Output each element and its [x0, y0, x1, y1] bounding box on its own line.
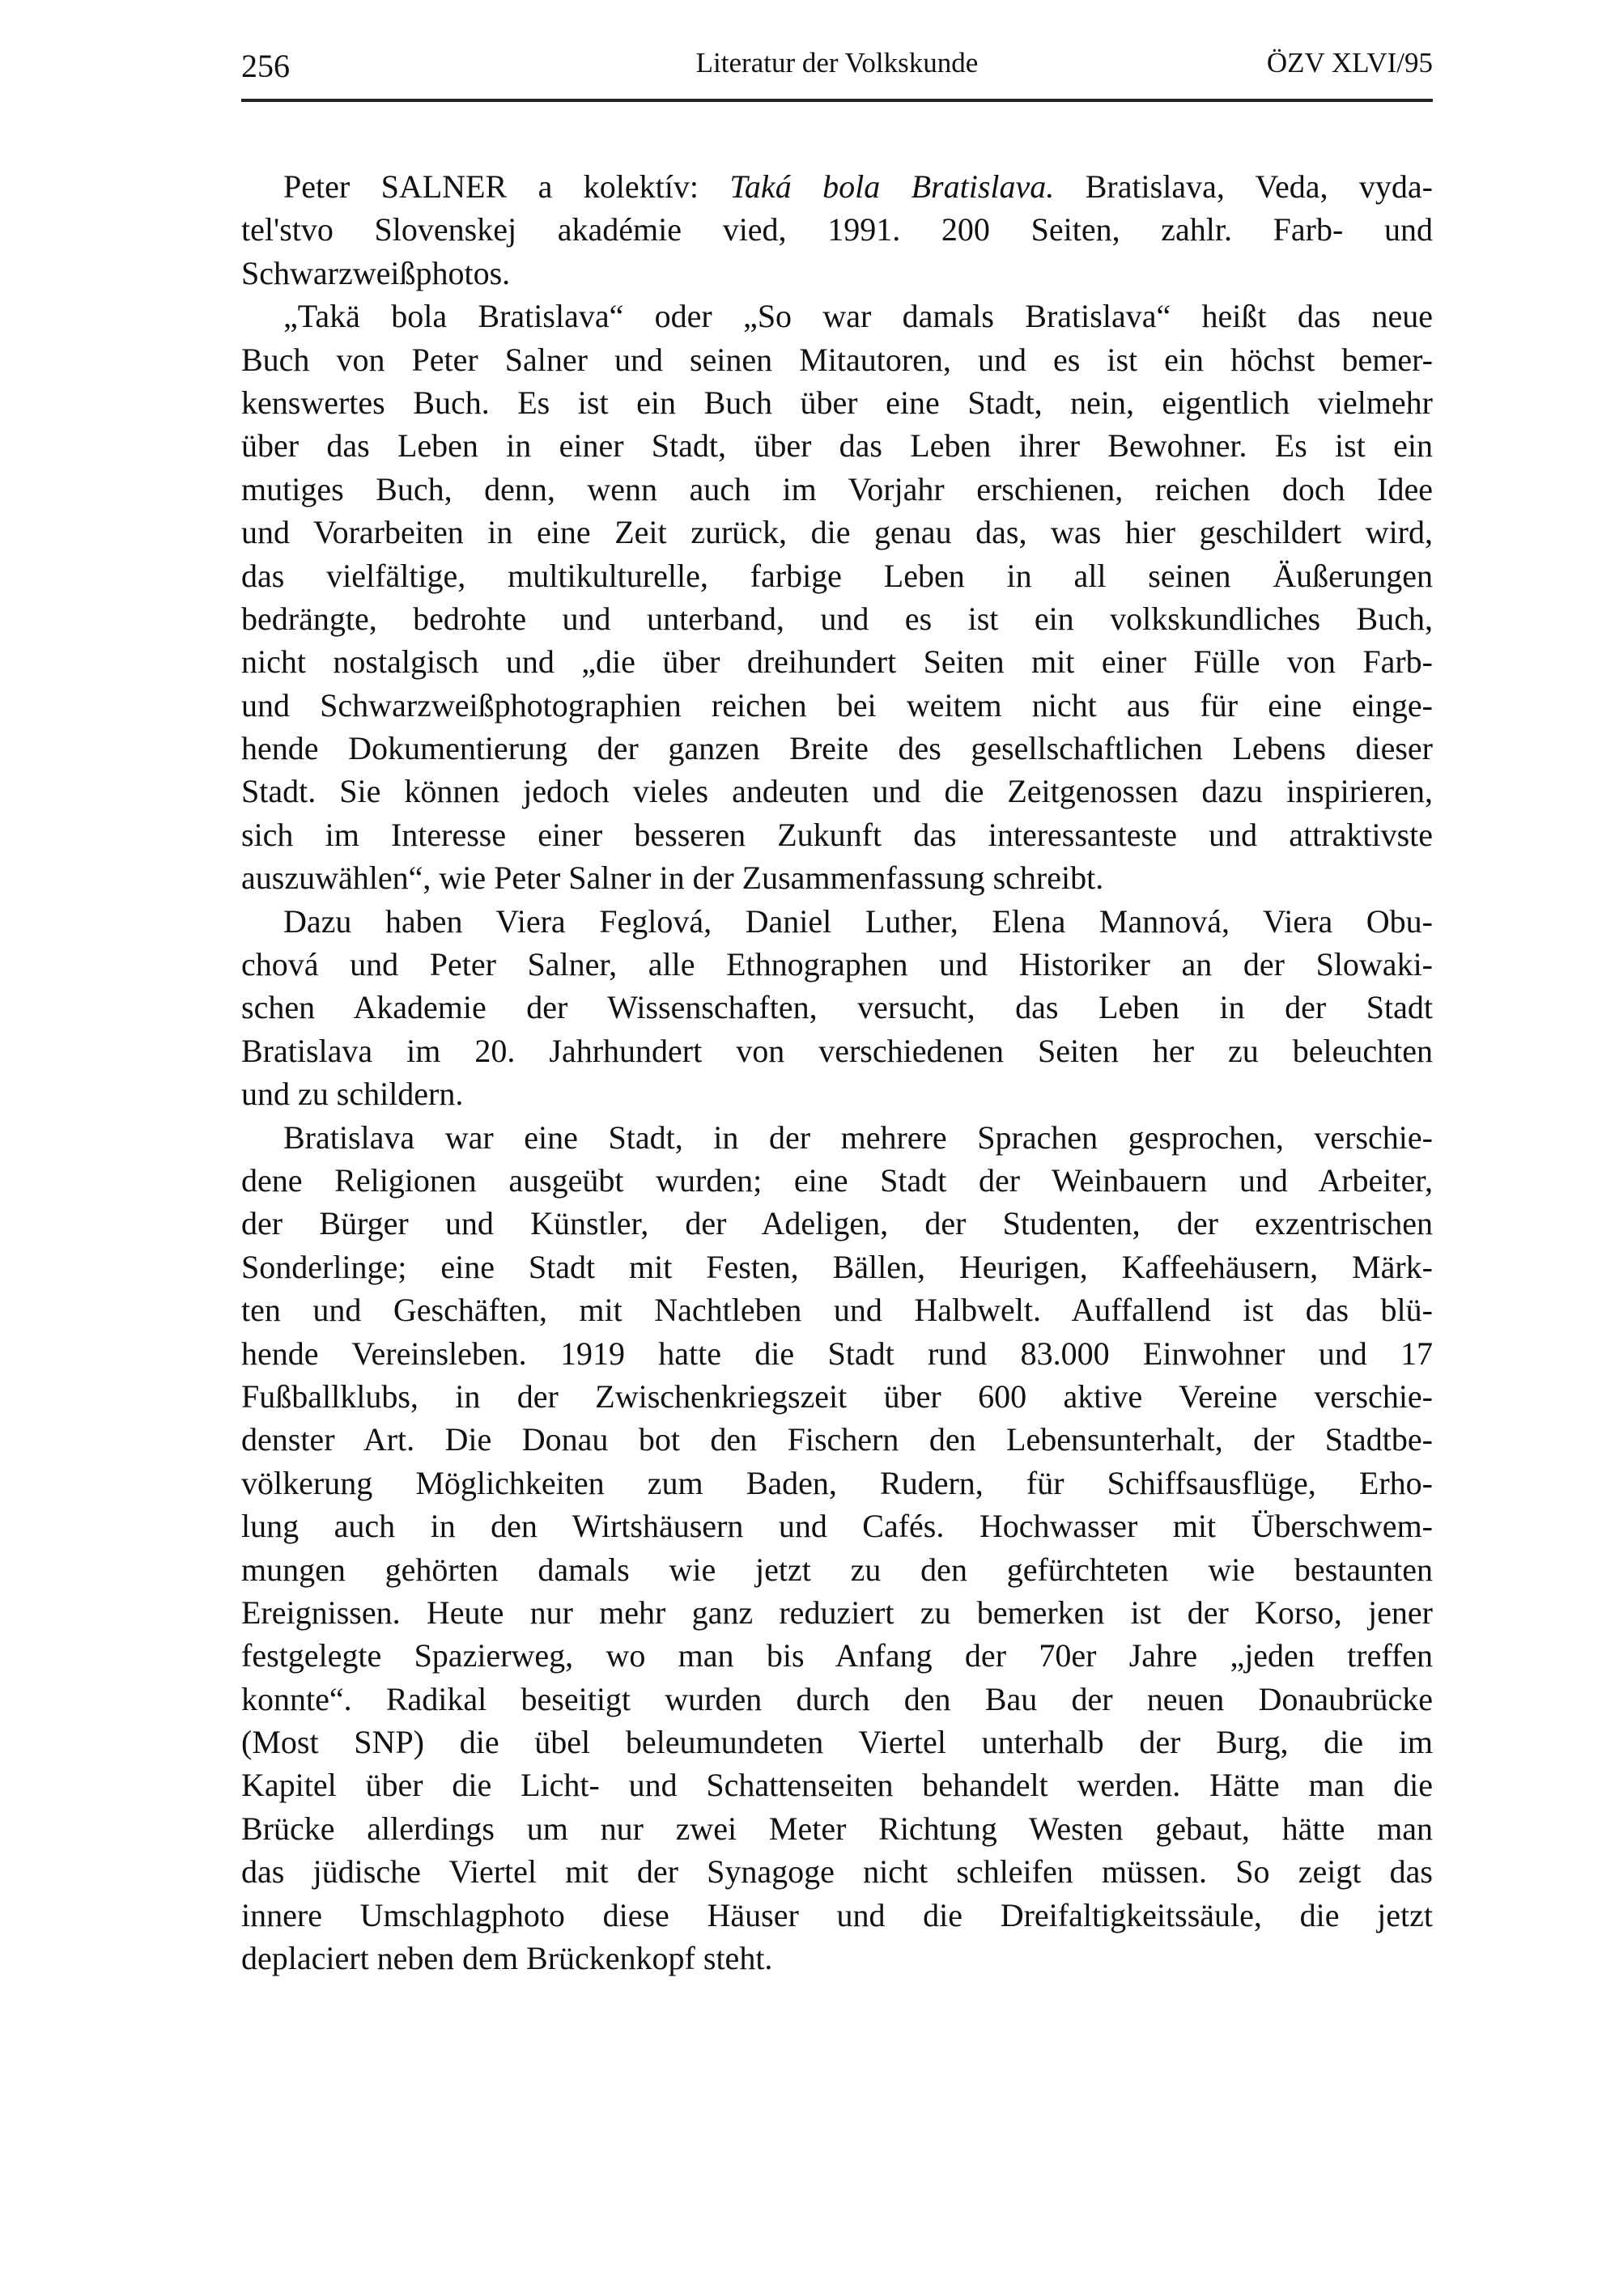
text-line: hende Vereinsleben. 1919 hatte die Stadt rund 83.000 Einwohner und 17 [241, 1335, 1433, 1372]
text-line: völkerung Möglichkeiten zum Baden, Rudern, für Schiffsausflüge, Erho- [241, 1464, 1433, 1501]
running-header [241, 47, 1433, 87]
text-line: dene Religionen ausgeübt wurden; eine Stadt der Weinbauern und Arbeiter, [241, 1161, 1433, 1199]
review-body [241, 165, 1433, 1980]
paragraph [241, 1116, 1433, 1980]
journal-issue: ÖZV XLVI/95 [1266, 47, 1433, 79]
text-line: sich im Interesse einer besseren Zukunft das interessanteste und attraktivste [241, 816, 1433, 853]
text-line: Bratislava im 20. Jahrhundert von verschiedenen Seiten her zu beleuchten [241, 1032, 1433, 1069]
page-number: 256 [241, 48, 290, 84]
text-line: Kapitel über die Licht- und Schattenseiten behandelt werden. Hätte man die [241, 1767, 1433, 1804]
paragraph [241, 900, 1433, 1116]
text-line: Sonderlinge; eine Stadt mit Festen, Bällen, Heurigen, Kaffeehäusern, Märk- [241, 1248, 1433, 1285]
header-rule [241, 99, 1433, 102]
text-line: denster Art. Die Donau bot den Fischern den Lebensunterhalt, der Stadtbe- [241, 1421, 1433, 1458]
text-line: über das Leben in einer Stadt, über das Leben ihrer Bewohner. Es ist ein [241, 427, 1433, 465]
text-line: festgelegte Spazierweg, wo man bis Anfang der 70er Jahre „jeden treffen [241, 1637, 1433, 1674]
text-line: bedrängte, bedrohte und unterband, und es ist ein volkskundliches Buch, [241, 600, 1433, 637]
text-line: Brücke allerdings um nur zwei Meter Richtung Westen gebaut, hätte man [241, 1810, 1433, 1847]
text-line: das jüdische Viertel mit der Synagoge nicht schleifen müssen. So zeigt das [241, 1853, 1433, 1891]
text-line: Stadt. Sie können jedoch vieles andeuten und die Zeitgenossen dazu inspirieren, [241, 773, 1433, 810]
text-line: der Bürger und Künstler, der Adeligen, der Studenten, der exzentrischen [241, 1205, 1433, 1242]
text-line: auszuwählen“, wie Peter Salner in der Zusammenfassung schreibt. [241, 859, 1104, 897]
text-line: und Vorarbeiten in eine Zeit zurück, die genau das, was hier geschildert wird, [241, 514, 1433, 551]
text-line: Buch von Peter Salner und seinen Mitautoren, und es ist ein höchst bemer- [241, 341, 1433, 378]
text-line: mungen gehörten damals wie jetzt zu den gefürchteten wie bestaunten [241, 1551, 1433, 1588]
text-line: Ereignissen. Heute nur mehr ganz reduziert zu bemerken ist der Korso, jener [241, 1594, 1433, 1631]
text-line: Peter SALNER a kolektív: Taká bola Bratislava. Bratislava, Veda, vyda- [283, 168, 1433, 205]
text-line: deplaciert neben dem Brückenkopf steht. [241, 1940, 773, 1977]
text-line: nicht nostalgisch und „die über dreihundert Seiten mit einer Fülle von Farb- [241, 643, 1433, 681]
text-line: hende Dokumentierung der ganzen Breite des gesellschaftlichen Lebens dieser [241, 730, 1433, 767]
text-line: innere Umschlagphoto diese Häuser und die Dreifaltigkeitssäule, die jetzt [241, 1896, 1433, 1933]
text-line: Bratislava war eine Stadt, in der mehrere Sprachen gesprochen, verschie- [283, 1118, 1433, 1156]
running-title: Literatur der Volkskunde [695, 47, 979, 79]
paragraph [241, 295, 1433, 899]
bibliographic-entry [241, 165, 1433, 295]
text-line: und Schwarzweißphotographien reichen bei weitem nicht aus für eine einge- [241, 686, 1433, 724]
text-line: „Takä bola Bratislava“ oder „So war damals Bratislava“ heißt das neue [283, 298, 1433, 335]
text-line: (Most SNP) die übel beleumundeten Viertel unterhalb der Burg, die im [241, 1724, 1433, 1761]
text-line: Fußballklubs, in der Zwischenkriegszeit über 600 aktive Vereine verschie- [241, 1377, 1433, 1415]
text-line: und zu schildern. [241, 1076, 464, 1113]
text-line: Dazu haben Viera Feglová, Daniel Luther, Elena Mannová, Viera Obu- [283, 902, 1433, 940]
text-line: tel'stvo Slovenskej akadémie vied, 1991. 200 Seiten, zahlr. Farb- und [241, 211, 1433, 248]
text-line: chová und Peter Salner, alle Ethnographen und Historiker an der Slowaki- [241, 946, 1433, 983]
text-line: ten und Geschäften, mit Nachtleben und Halbwelt. Auffallend ist das blü- [241, 1292, 1433, 1329]
text-line: lung auch in den Wirtshäusern und Cafés. Hochwasser mit Überschwem- [241, 1508, 1433, 1545]
text-line: das vielfältige, multikulturelle, farbige Leben in all seinen Äußerungen [241, 557, 1433, 594]
text-line: mutiges Buch, denn, wenn auch im Vorjahr erschienen, reichen doch Idee [241, 470, 1433, 507]
text-line: schen Akademie der Wissenschaften, versucht, das Leben in der Stadt [241, 989, 1433, 1026]
text-line: konnte“. Radikal beseitigt wurden durch den Bau der neuen Donaubrücke [241, 1680, 1433, 1717]
text-line: Schwarzweißphotos. [241, 254, 511, 291]
text-line: kenswertes Buch. Es ist ein Buch über eine Stadt, nein, eigentlich vielmehr [241, 384, 1433, 421]
